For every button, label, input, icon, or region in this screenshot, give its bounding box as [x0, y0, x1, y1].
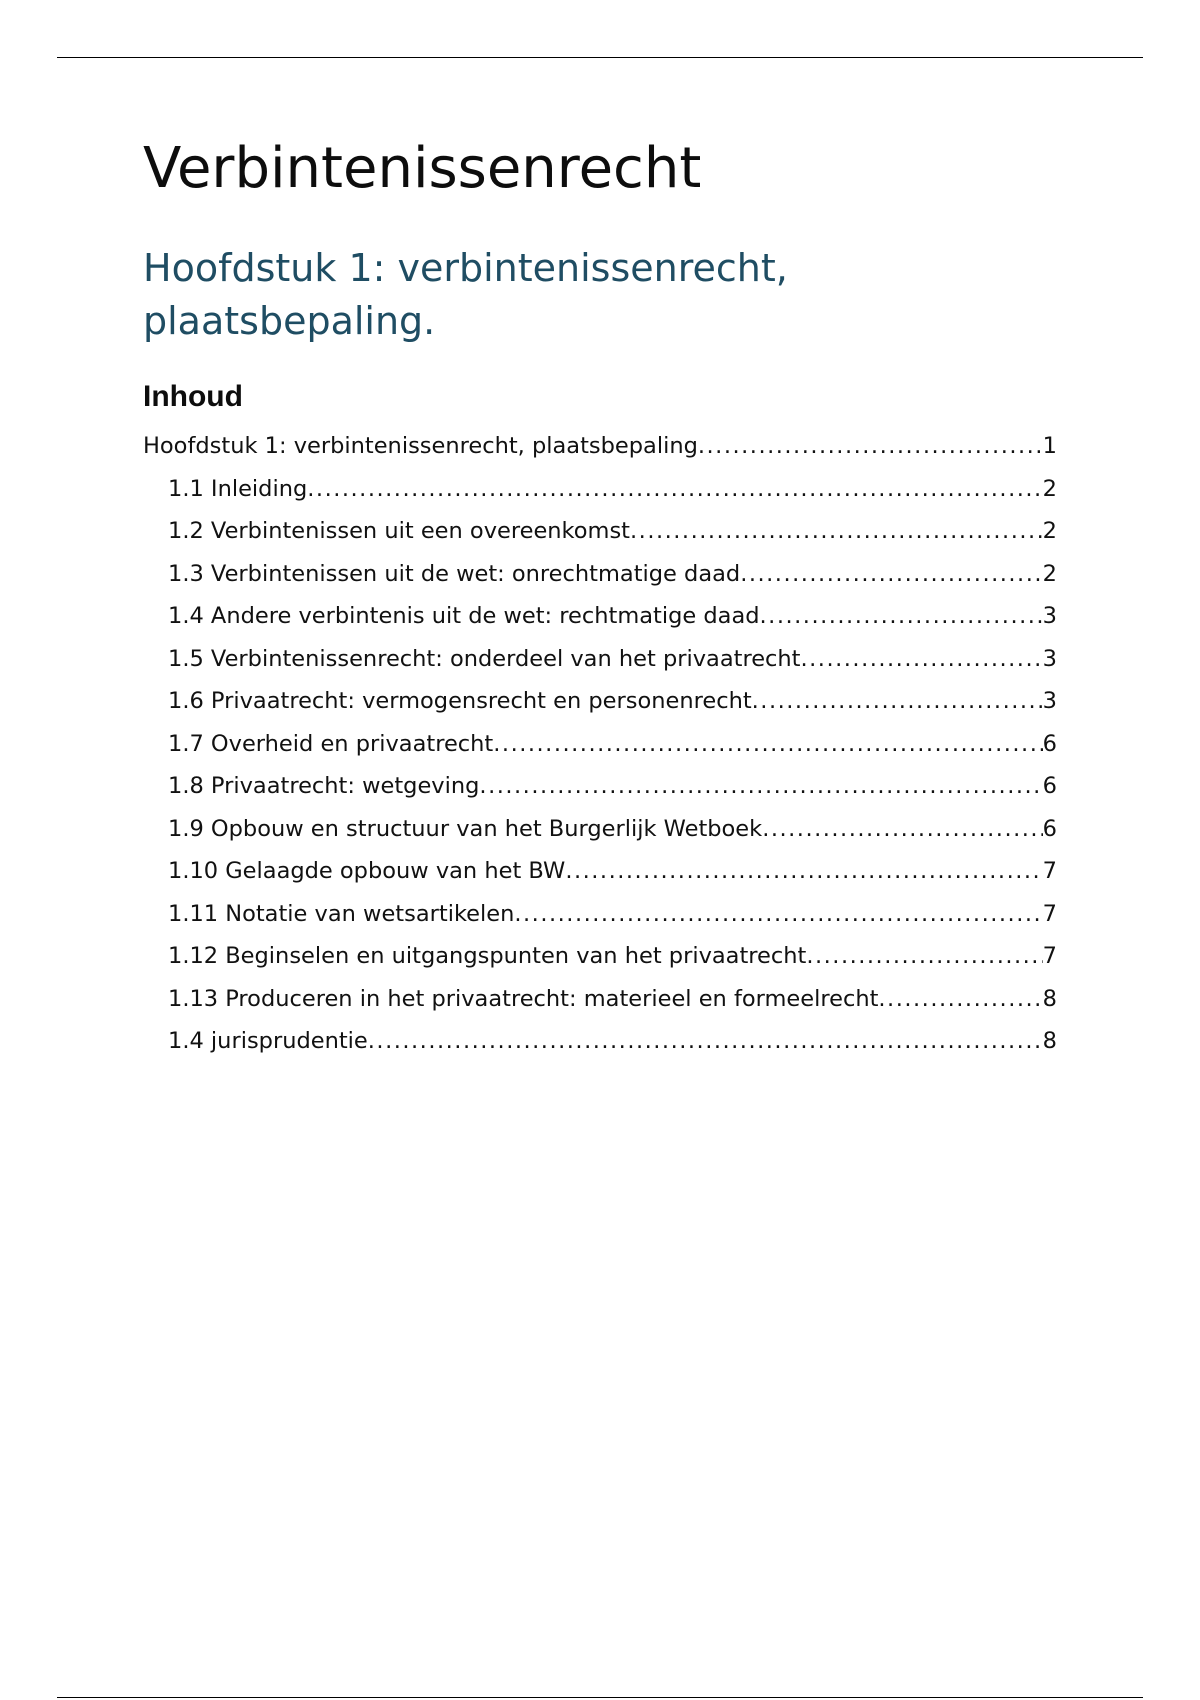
toc-entry[interactable] — [143, 765, 1057, 808]
toc-entry[interactable] — [143, 1020, 1057, 1063]
toc-entry[interactable] — [143, 425, 1057, 468]
toc-dot-leader — [698, 425, 1043, 468]
toc-entry[interactable] — [143, 978, 1057, 1021]
toc-entry[interactable] — [143, 808, 1057, 851]
toc-entry-page: 3 — [1042, 688, 1057, 714]
toc-dot-leader — [514, 893, 1042, 936]
toc-entry[interactable] — [143, 638, 1057, 681]
toc-entry-label: 1.10 Gelaagde opbouw van het BW — [168, 858, 566, 884]
toc-entry-label: 1.5 Verbintenissenrecht: onderdeel van het privaatrecht — [168, 645, 801, 672]
toc-entry-label: 1.12 Beginselen en uitgangspunten van het privaatrecht — [168, 943, 807, 969]
toc-dot-leader — [801, 638, 1043, 681]
chapter-heading: Hoofdstuk 1: verbintenissenrecht, plaatsbepaling. — [143, 246, 788, 343]
toc-heading: Inhoud — [143, 380, 243, 413]
toc-dot-leader — [740, 553, 1042, 596]
toc-dot-leader — [878, 978, 1042, 1021]
toc-entry-page: 3 — [1042, 645, 1057, 672]
table-of-contents — [143, 425, 1057, 1063]
toc-entry-page: 8 — [1042, 1028, 1057, 1054]
toc-entry-page: 6 — [1042, 730, 1057, 757]
toc-entry[interactable] — [143, 468, 1057, 511]
toc-entry[interactable] — [143, 935, 1057, 978]
toc-entry-page: 6 — [1042, 773, 1057, 799]
toc-entry-label: 1.6 Privaatrecht: vermogensrecht en personenrecht — [168, 688, 752, 714]
toc-entry-label: 1.13 Produceren in het privaatrecht: materieel en formeelrecht — [168, 985, 879, 1012]
toc-dot-leader — [307, 468, 1042, 511]
toc-dot-leader — [630, 510, 1043, 553]
toc-dot-leader — [806, 935, 1042, 978]
toc-entry[interactable] — [143, 553, 1057, 596]
toc-entry-label: 1.11 Notatie van wetsartikelen — [168, 900, 515, 927]
toc-dot-leader — [752, 680, 1043, 723]
toc-entry-label: 1.3 Verbintenissen uit de wet: onrechtmatige daad — [168, 560, 741, 587]
toc-entry-page: 7 — [1042, 900, 1057, 927]
toc-entry-label: 1.8 Privaatrecht: wetgeving — [168, 773, 480, 799]
toc-entry[interactable] — [143, 510, 1057, 553]
toc-entry-page: 2 — [1042, 560, 1057, 587]
toc-entry-label: 1.2 Verbintenissen uit een overeenkomst — [168, 518, 631, 544]
page-bottom-rule — [57, 1697, 1143, 1698]
toc-entry-page: 2 — [1042, 475, 1057, 502]
toc-entry-page: 1 — [1042, 433, 1057, 459]
toc-entry-page: 3 — [1042, 603, 1057, 629]
toc-entry-label: 1.4 jurisprudentie — [168, 1028, 368, 1054]
document-title: Verbintenissenrecht — [143, 136, 702, 201]
toc-dot-leader — [565, 850, 1042, 893]
toc-dot-leader — [760, 595, 1043, 638]
toc-entry-page: 8 — [1042, 985, 1057, 1012]
toc-entry-page: 7 — [1042, 858, 1057, 884]
toc-entry-page: 2 — [1042, 518, 1057, 544]
toc-dot-leader — [368, 1020, 1043, 1063]
toc-entry-label: Hoofdstuk 1: verbintenissenrecht, plaatsbepaling — [143, 433, 698, 459]
toc-dot-leader — [762, 808, 1042, 851]
page-top-rule — [57, 57, 1143, 58]
toc-entry-page: 6 — [1042, 815, 1057, 842]
toc-entry[interactable] — [143, 595, 1057, 638]
toc-entry[interactable] — [143, 850, 1057, 893]
toc-entry[interactable] — [143, 680, 1057, 723]
toc-entry-label: 1.7 Overheid en privaatrecht — [168, 730, 494, 757]
toc-dot-leader — [493, 723, 1042, 766]
toc-dot-leader — [479, 765, 1042, 808]
toc-entry[interactable] — [143, 893, 1057, 936]
toc-entry-label: 1.9 Opbouw en structuur van het Burgerlijk Wetboek — [168, 815, 763, 842]
toc-entry-label: 1.4 Andere verbintenis uit de wet: rechtmatige daad — [168, 603, 760, 629]
toc-entry[interactable] — [143, 723, 1057, 766]
toc-entry-page: 7 — [1042, 943, 1057, 969]
toc-entry-label: 1.1 Inleiding — [168, 475, 308, 502]
